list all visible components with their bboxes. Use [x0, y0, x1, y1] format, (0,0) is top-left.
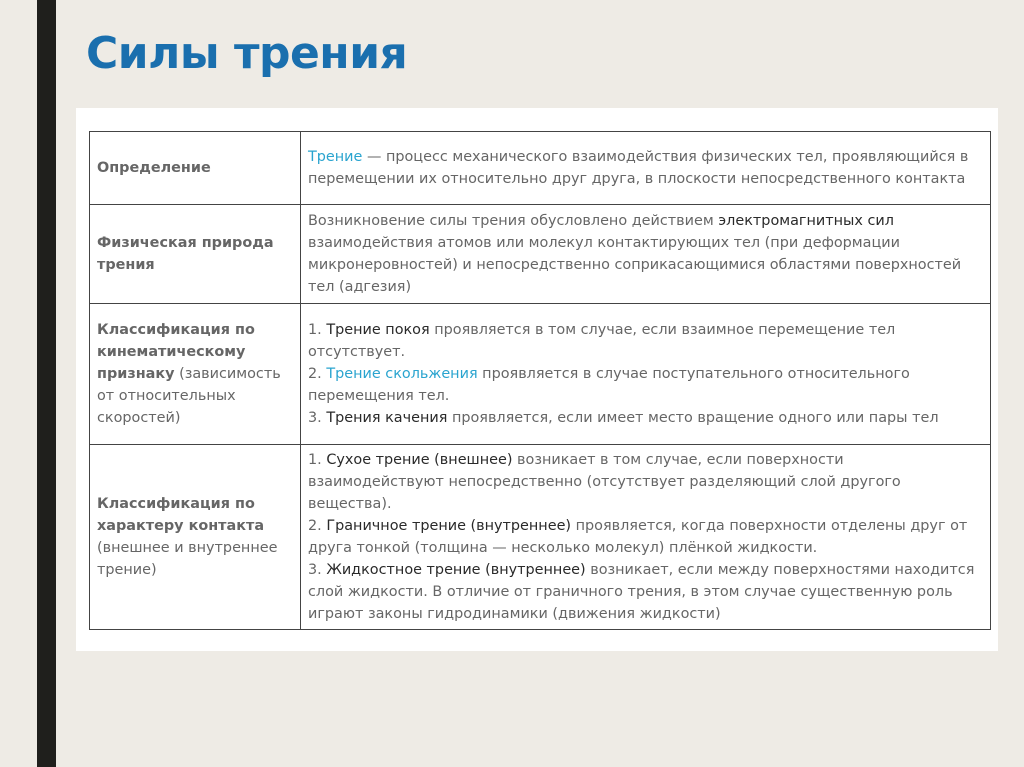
row-content: [301, 445, 991, 630]
item-number: 3.: [308, 410, 327, 426]
item-number: 1.: [308, 322, 327, 338]
side-accent-bar: [37, 0, 56, 767]
row-label: Определение: [90, 132, 301, 205]
row-label-bold: Классификация по кинематическому признаку: [97, 322, 255, 382]
list-item: [308, 559, 983, 625]
item-term: Сухое трение (внешнее): [326, 452, 513, 468]
list-item: [308, 319, 983, 363]
list-item: [308, 449, 983, 515]
list-item: [308, 363, 983, 407]
item-term: Трение покоя: [326, 322, 430, 338]
list-item: [308, 515, 983, 559]
table-row-definition: [90, 132, 991, 205]
item-term: Жидкостное трение (внутреннее): [326, 562, 586, 578]
table-row-physical-nature: [90, 205, 991, 304]
item-number: 2.: [308, 366, 327, 382]
item-text: проявляется в том случае, если взаимное перемещение тел отсутствует.: [308, 322, 896, 360]
row-label: Физическая природа трения: [90, 205, 301, 304]
definition-text: — процесс механического взаимодействия физических тел, проявляющийся в перемещении их относительно друг друга, в плоскости непосредственного контакта: [308, 149, 969, 187]
term-friction: Трение: [308, 149, 363, 165]
item-number: 3.: [308, 562, 327, 578]
table-row-contact-classification: [90, 445, 991, 630]
item-text: проявляется, когда поверхности отделены друг от друга тонкой (толщина — несколько молекул) плёнкой жидкости.: [308, 518, 968, 556]
row-label: [90, 445, 301, 630]
item-text: возникает в том случае, если поверхности взаимодействуют непосредственно (отсутствует разделяющий слой другого вещества).: [308, 452, 901, 512]
item-text: проявляется, если имеет место вращение одного или пары тел: [447, 410, 939, 426]
friction-table: [89, 131, 991, 630]
table-card: [76, 108, 998, 651]
item-term: Трения качения: [326, 410, 448, 426]
nature-text-after: взаимодействия атомов или молекул контактирующих тел (при деформации микронеровностей) и непосредственно соприкасающимися областями поверхностей тел (адгезия): [308, 235, 962, 295]
table-row-kinematic-classification: [90, 304, 991, 445]
row-label-note: (зависимость от относительных скоростей): [97, 366, 281, 426]
row-label-bold: Классификация по характеру контакта: [97, 496, 265, 534]
row-content: [301, 132, 991, 205]
item-number: 1.: [308, 452, 327, 468]
row-content: [301, 205, 991, 304]
item-term: Трение скольжения: [326, 366, 478, 382]
item-term: Граничное трение (внутреннее): [326, 518, 572, 534]
row-label: [90, 304, 301, 445]
slide-title: Силы трения: [86, 28, 408, 79]
item-text: возникает, если между поверхностями находится слой жидкости. В отличие от граничного трения, в этом случае существенную роль играют законы гидродинамики (движения жидкости): [308, 562, 975, 622]
row-content: [301, 304, 991, 445]
nature-text-before: Возникновение силы трения обусловлено действием: [308, 213, 719, 229]
list-item: [308, 407, 983, 429]
item-text: проявляется в случае поступательного относительного перемещения тел.: [308, 366, 910, 404]
row-label-note: (внешнее и внутреннее трение): [97, 540, 278, 578]
term-electromagnetic-forces: электромагнитных сил: [718, 213, 894, 229]
item-number: 2.: [308, 518, 327, 534]
